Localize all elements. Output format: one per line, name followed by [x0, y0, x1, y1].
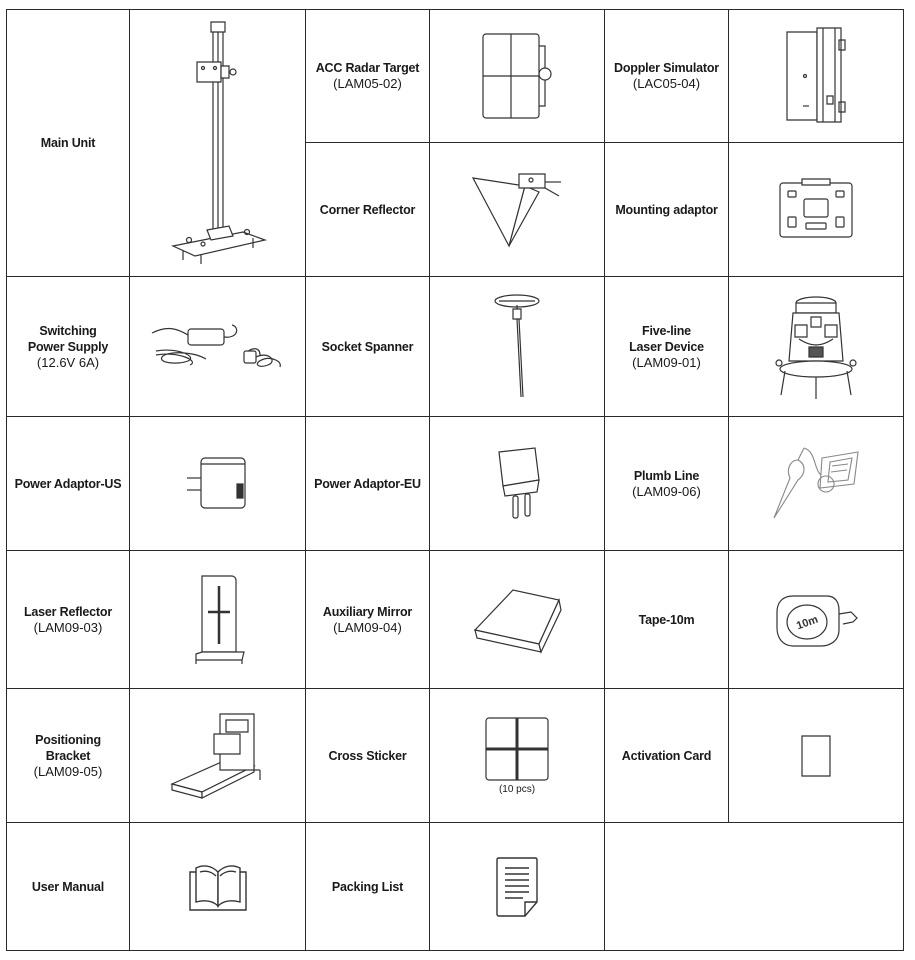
acc-radar-target-name: ACC Radar Target	[315, 61, 420, 75]
corner-reflector-name: Corner Reflector	[319, 202, 416, 217]
cross-sticker-name: Cross Sticker	[328, 748, 407, 763]
positioning-bracket-name-line2: Bracket	[45, 748, 91, 763]
packing-list-name: Packing List	[331, 879, 404, 894]
power-supply-name-line2: Power Supply	[27, 339, 109, 354]
plumb-bob-icon	[768, 444, 864, 524]
doppler-simulator-code: (LAC05-04)	[632, 76, 701, 91]
power-supply-label-cell	[6, 276, 130, 417]
positioning-bracket-label-cell	[6, 688, 130, 823]
mounting-adaptor-icon	[776, 177, 856, 243]
power-adaptor-eu-name: Power Adaptor-EU	[314, 476, 421, 491]
mirror-icon	[469, 584, 565, 656]
main-unit-label-cell	[6, 9, 130, 277]
empty-cell	[604, 822, 904, 951]
mounting-adaptor-image-cell	[728, 142, 904, 277]
main-unit-image-cell	[129, 9, 306, 277]
mounting-adaptor-name: Mounting adaptor	[615, 202, 718, 217]
cross-sticker-caption: (10 pcs)	[498, 784, 536, 795]
laser-device-code: (LAM09-01)	[632, 354, 701, 370]
user-manual-label-cell	[6, 822, 130, 951]
plumb-line-name: Plumb Line	[633, 468, 700, 483]
laser-device-name-line2: Laser Device	[629, 339, 704, 354]
main-unit-stand-icon	[163, 18, 273, 268]
tape-image-cell	[728, 550, 904, 689]
acc-radar-target-image-cell	[429, 9, 605, 143]
document-icon	[493, 856, 541, 918]
user-manual-image-cell	[129, 822, 306, 951]
plumb-line-image-cell	[728, 416, 904, 551]
us-plug-icon	[183, 454, 253, 514]
laser-device-image-cell	[728, 276, 904, 417]
activation-card-image-cell	[728, 688, 904, 823]
mounting-adaptor-label-cell	[604, 142, 729, 277]
laser-reflector-icon	[188, 572, 248, 668]
power-adaptor-us-image-cell	[129, 416, 306, 551]
tape-label-cell	[604, 550, 729, 689]
power-adaptor-us-name: Power Adaptor-US	[14, 476, 122, 491]
corner-reflector-icon	[469, 170, 565, 250]
positioning-bracket-name-line1: Positioning	[35, 732, 101, 747]
power-supply-name-line1: Switching	[39, 323, 97, 338]
user-manual-name: User Manual	[31, 879, 105, 894]
socket-spanner-name: Socket Spanner	[321, 339, 414, 354]
laser-device-label-cell	[604, 276, 729, 417]
auxiliary-mirror-image-cell	[429, 550, 605, 689]
corner-reflector-image-cell	[429, 142, 605, 277]
auxiliary-mirror-name: Auxiliary Mirror	[322, 604, 413, 619]
positioning-bracket-code: (LAM09-05)	[33, 763, 103, 779]
activation-card-name: Activation Card	[621, 748, 712, 763]
power-supply-icon	[148, 317, 288, 377]
power-adaptor-eu-image-cell	[429, 416, 605, 551]
auxiliary-mirror-label-cell	[305, 550, 430, 689]
plumb-line-code: (LAM09-06)	[632, 483, 701, 499]
cross-sticker-icon	[484, 716, 550, 782]
doppler-simulator-name: Doppler Simulator	[614, 61, 719, 75]
power-supply-code: (12.6V 6A)	[36, 354, 100, 370]
power-supply-image-cell	[129, 276, 306, 417]
laser-reflector-image-cell	[129, 550, 306, 689]
corner-reflector-label-cell	[305, 142, 430, 277]
cross-sticker-label-cell	[305, 688, 430, 823]
doppler-simulator-label-cell	[604, 9, 729, 143]
doppler-simulator-image-cell	[728, 9, 904, 143]
main-unit-name: Main Unit	[40, 136, 96, 150]
eu-plug-icon	[487, 444, 547, 524]
doppler-simulator-icon	[783, 26, 849, 126]
bracket-icon	[168, 710, 268, 802]
card-icon	[801, 735, 831, 777]
activation-card-label-cell	[604, 688, 729, 823]
laser-reflector-code: (LAM09-03)	[33, 619, 103, 635]
acc-radar-target-label-cell	[305, 9, 430, 143]
cross-sticker-image-cell	[429, 688, 605, 823]
packing-list-table	[6, 9, 904, 951]
power-adaptor-eu-label-cell	[305, 416, 430, 551]
socket-spanner-label-cell	[305, 276, 430, 417]
socket-spanner-icon	[489, 291, 545, 403]
tape-measure-icon	[771, 588, 861, 652]
laser-device-name-line1: Five-line	[642, 323, 691, 338]
packing-list-image-cell	[429, 822, 605, 951]
laser-reflector-label-cell	[6, 550, 130, 689]
book-icon	[188, 862, 248, 912]
socket-spanner-image-cell	[429, 276, 605, 417]
plumb-line-label-cell	[604, 416, 729, 551]
positioning-bracket-image-cell	[129, 688, 306, 823]
acc-radar-target-code: (LAM05-02)	[333, 76, 402, 91]
tape-text: 10m	[794, 613, 820, 632]
packing-list-label-cell	[305, 822, 430, 951]
power-adaptor-us-label-cell	[6, 416, 130, 551]
laser-reflector-name: Laser Reflector	[23, 604, 112, 619]
auxiliary-mirror-code: (LAM09-04)	[333, 619, 402, 635]
radar-target-icon	[477, 30, 557, 122]
tape-name: Tape-10m	[638, 612, 695, 627]
laser-device-icon	[771, 291, 861, 403]
